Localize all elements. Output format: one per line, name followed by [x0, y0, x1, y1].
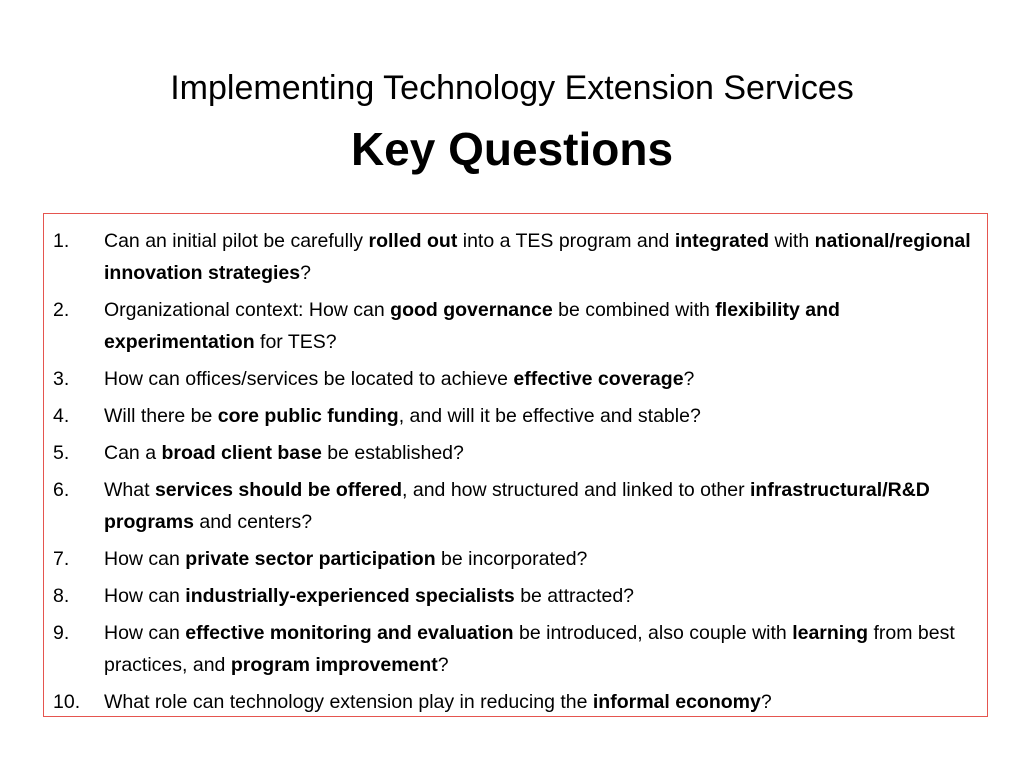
question-segment: , and how structured and linked to other — [402, 479, 750, 501]
question-number: 3. — [53, 368, 70, 390]
question-emphasis: flexibility and experimentation — [104, 299, 840, 353]
question-segment: be introduced, also couple with — [513, 622, 793, 644]
question-segment: How can — [104, 585, 186, 607]
question-emphasis: infrastructural/R&D programs — [104, 479, 930, 533]
question-segment: How can — [104, 548, 186, 570]
question-text — [104, 230, 971, 284]
question-text — [104, 299, 840, 353]
question-item — [44, 363, 987, 395]
question-number: 6. — [53, 479, 70, 501]
question-emphasis: program improvement — [230, 654, 438, 676]
question-segment: into a TES program and — [457, 230, 675, 252]
question-item — [44, 225, 987, 289]
question-segment: Can an initial pilot be carefully — [104, 230, 369, 252]
question-item — [44, 294, 987, 358]
question-text — [104, 548, 587, 570]
question-segment: ? — [683, 368, 695, 390]
question-segment: ? — [437, 654, 449, 676]
question-segment: How can offices/services be located to achieve — [104, 368, 514, 390]
question-segment: Can a — [104, 442, 162, 464]
question-text — [104, 479, 930, 533]
question-text — [104, 691, 772, 713]
question-number: 5. — [53, 442, 70, 464]
question-segment: , and will it be effective and stable? — [398, 405, 701, 427]
question-segment: How can — [104, 622, 186, 644]
question-number: 1. — [53, 230, 70, 252]
question-text — [104, 585, 634, 607]
question-number: 7. — [53, 548, 70, 570]
question-number: 2. — [53, 299, 70, 321]
question-segment: be combined with — [552, 299, 716, 321]
question-segment: with — [769, 230, 815, 252]
question-text — [104, 405, 701, 427]
question-number: 10. — [53, 691, 81, 713]
question-emphasis: national/regional innovation strategies — [104, 230, 971, 284]
question-text — [104, 368, 694, 390]
question-text — [104, 622, 955, 676]
question-item — [44, 580, 987, 612]
question-number: 4. — [53, 405, 70, 427]
question-item — [44, 474, 987, 538]
question-number: 8. — [53, 585, 70, 607]
question-item — [44, 543, 987, 575]
question-segment: What — [104, 479, 155, 501]
slide-title: Implementing Technology Extension Services — [170, 69, 854, 107]
question-emphasis: rolled out — [368, 230, 458, 252]
question-item — [44, 686, 987, 718]
question-emphasis: effective coverage — [513, 368, 684, 390]
questions-list — [44, 225, 987, 723]
question-emphasis: learning — [792, 622, 869, 644]
question-emphasis: good governance — [390, 299, 553, 321]
question-number: 9. — [53, 622, 70, 644]
question-segment: Organizational context: How can — [104, 299, 391, 321]
question-emphasis: informal economy — [592, 691, 761, 713]
question-segment: What role can technology extension play in reducing the — [104, 691, 593, 713]
question-emphasis: services should be offered — [154, 479, 403, 501]
question-emphasis: broad client base — [161, 442, 322, 464]
question-emphasis: effective monitoring and evaluation — [185, 622, 514, 644]
question-emphasis: industrially-experienced specialists — [185, 585, 515, 607]
question-emphasis: private sector participation — [185, 548, 436, 570]
question-segment: be incorporated? — [435, 548, 588, 570]
questions-box — [43, 213, 988, 717]
question-segment: be established? — [321, 442, 464, 464]
question-item — [44, 400, 987, 432]
question-segment: Will there be — [104, 405, 218, 427]
question-segment: be attracted? — [514, 585, 635, 607]
question-segment: and centers? — [193, 511, 313, 533]
question-segment: from best practices, and — [104, 622, 955, 676]
question-segment: ? — [760, 691, 772, 713]
question-segment: for TES? — [254, 331, 337, 353]
question-emphasis: core public funding — [217, 405, 399, 427]
slide-subtitle: Key Questions — [350, 123, 674, 175]
question-item — [44, 617, 987, 681]
question-item — [44, 437, 987, 469]
question-segment: ? — [300, 262, 311, 284]
question-emphasis: integrated — [674, 230, 770, 252]
question-text — [104, 442, 464, 464]
